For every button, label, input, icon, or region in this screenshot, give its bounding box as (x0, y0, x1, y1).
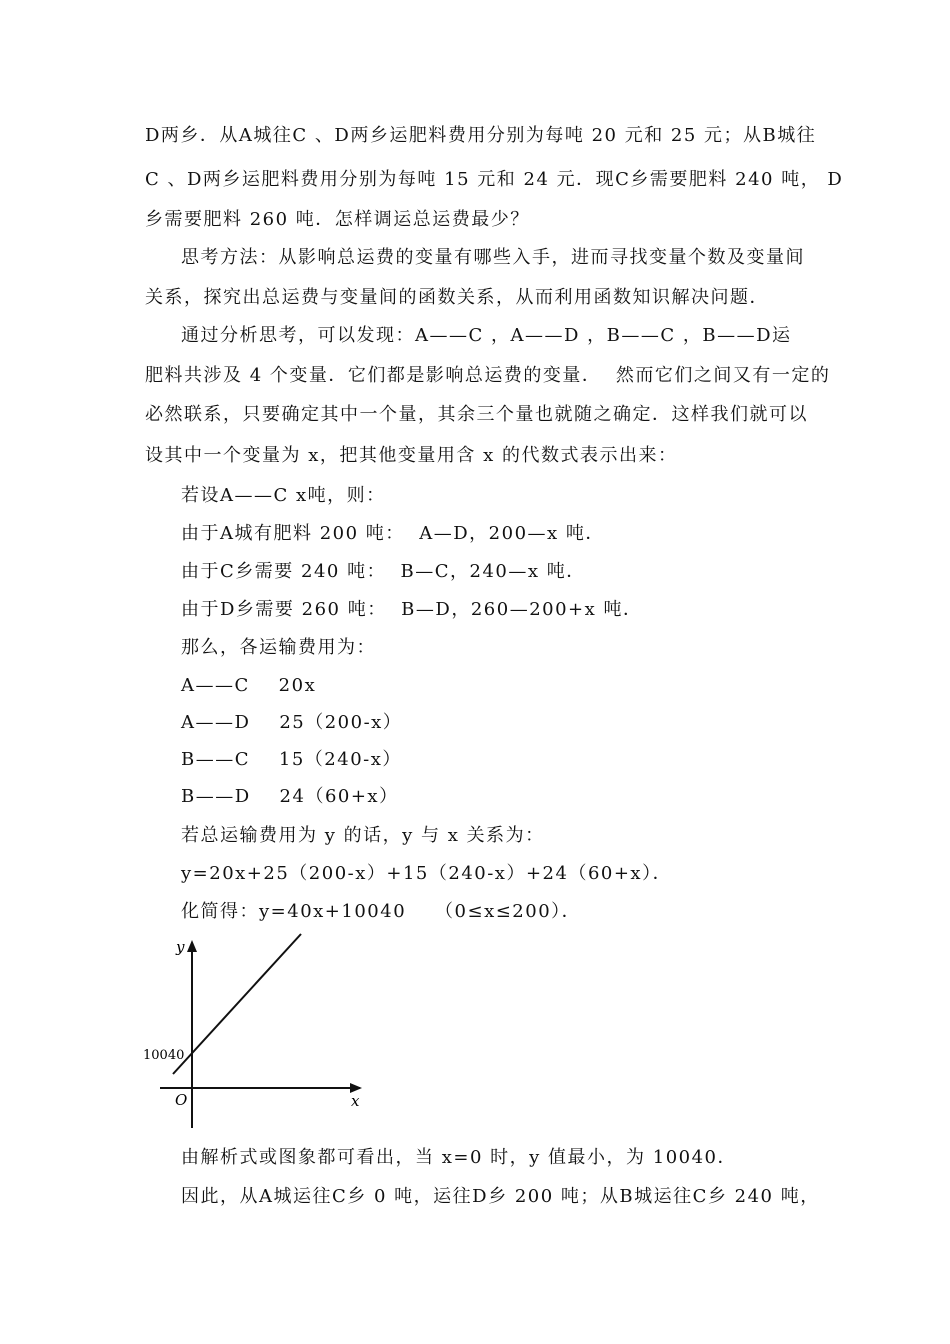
cost-row: B——D 24（60+x） (181, 786, 399, 807)
cost-row: A——D 25（200-x） (181, 712, 403, 733)
paragraph-line: 通过分析思考，可以发现：A——C ，A——D ，B——C ，B——D运 (181, 325, 792, 346)
paragraph-line: 若设A——C x吨，则： (181, 485, 386, 506)
formula-line: 化简得：y=40x+10040 （0≤x≤200）． (181, 901, 582, 922)
paragraph-line: C 、D两乡运肥料费用分别为每吨 15 元和 24 元．现C乡需要肥料 240 吨， D (145, 169, 844, 190)
paragraph-line: 设其中一个变量为 x，把其他变量用含 x 的代数式表示出来： (145, 445, 678, 466)
paragraph-line: 若总运输费用为 y 的话，y 与 x 关系为： (181, 825, 545, 846)
paragraph-line: 那么，各运输费用为： (181, 637, 376, 658)
paragraph-line: 乡需要肥料 260 吨．怎样调运总运费最少？ (145, 209, 530, 230)
x-axis-label: x (351, 1092, 360, 1110)
paragraph-line: 必然联系，只要确定其中一个量，其余三个量也就随之确定．这样我们就可以 (145, 404, 808, 425)
intercept-label: 10040 (143, 1048, 185, 1063)
cost-row: A——C 20x (181, 675, 317, 696)
paragraph-line: 由解析式或图象都可看出，当 x=0 时，y 值最小，为 10040． (181, 1147, 737, 1168)
paragraph-line: 由于D乡需要 260 吨： B—D，260—200+x 吨． (181, 599, 643, 620)
y-axis-label: y (176, 938, 185, 956)
paragraph-line: D两乡．从A城往C 、D两乡运肥料费用分别为每吨 20 元和 25 元；从B城往 (145, 125, 817, 146)
origin-label: O (175, 1091, 188, 1109)
formula-line: y=20x+25（200-x）+15（240-x）+24（60+x）． (181, 863, 673, 884)
y-axis-arrow (187, 940, 197, 952)
paragraph-line: 肥料共涉及 4 个变量．它们都是影响总运费的变量． 然而它们之间又有一定的 (145, 365, 831, 386)
paragraph-line: 由于C乡需要 240 吨： B—C，240—x 吨． (181, 561, 586, 582)
paragraph-line: 因此，从A城运往C乡 0 吨，运往D乡 200 吨；从B城运往C乡 240 吨， (181, 1186, 820, 1207)
paragraph-line: 思考方法：从影响总运费的变量有哪些入手，进而寻找变量个数及变量间 (181, 247, 805, 268)
paragraph-line: 关系，探究出总运费与变量间的函数关系，从而利用函数知识解决问题． (145, 287, 769, 308)
cost-row: B——C 15（240-x） (181, 749, 402, 770)
function-graph (140, 932, 380, 1132)
paragraph-line: 由于A城有肥料 200 吨： A—D，200—x 吨． (181, 523, 605, 544)
